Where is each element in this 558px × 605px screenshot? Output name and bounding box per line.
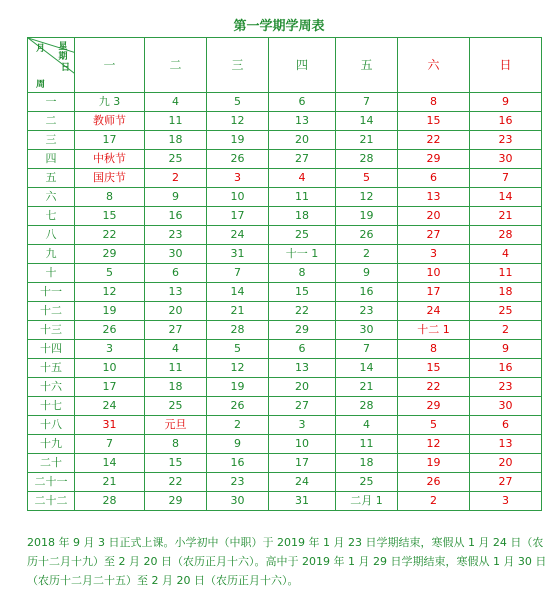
day-cell: 25 [336,473,398,492]
day-cell: 27 [398,226,470,245]
day-cell: 30 [336,321,398,340]
day-cell: 30 [470,397,542,416]
corner-cell [28,38,75,93]
day-cell: 20 [269,131,336,150]
week-number-cell: 十一 [28,283,75,302]
week-number-cell: 十 [28,264,75,283]
day-cell: 15 [145,454,207,473]
day-cell: 9 [207,435,269,454]
table-row [28,226,542,245]
day-cell: 12 [207,359,269,378]
day-cell: 27 [269,397,336,416]
day-cell: 3 [207,169,269,188]
day-cell: 20 [398,207,470,226]
semester-week-table [27,37,542,511]
table-row [28,264,542,283]
day-cell: 21 [336,378,398,397]
weekday-header: 六 [398,38,470,93]
day-cell: 7 [336,93,398,112]
day-cell: 5 [207,93,269,112]
table-row [28,378,542,397]
day-cell: 28 [207,321,269,340]
day-cell: 24 [75,397,145,416]
table-row [28,283,542,302]
day-cell: 14 [336,359,398,378]
day-cell: 18 [470,283,542,302]
day-cell: 7 [75,435,145,454]
table-row [28,321,542,340]
day-cell: 25 [269,226,336,245]
day-cell: 16 [145,207,207,226]
week-number-cell: 八 [28,226,75,245]
day-cell: 6 [398,169,470,188]
day-cell: 13 [145,283,207,302]
day-cell: 14 [207,283,269,302]
day-cell: 21 [207,302,269,321]
week-number-cell: 三 [28,131,75,150]
week-number-cell: 十六 [28,378,75,397]
day-cell: 30 [207,492,269,511]
day-cell: 十一 1 [269,245,336,264]
table-row [28,454,542,473]
day-cell: 5 [336,169,398,188]
day-cell: 11 [470,264,542,283]
day-cell: 29 [269,321,336,340]
table-row [28,435,542,454]
day-cell: 19 [75,302,145,321]
day-cell: 元旦 [145,416,207,435]
weekday-header: 二 [145,38,207,93]
day-cell: 27 [269,150,336,169]
day-cell: 24 [398,302,470,321]
day-cell: 22 [269,302,336,321]
weekday-header: 五 [336,38,398,93]
day-cell: 28 [336,150,398,169]
day-cell: 13 [269,112,336,131]
day-cell: 21 [75,473,145,492]
day-cell: 28 [75,492,145,511]
day-cell: 21 [470,207,542,226]
week-number-cell: 七 [28,207,75,226]
day-cell: 10 [207,188,269,207]
day-cell: 25 [470,302,542,321]
day-cell: 8 [398,93,470,112]
day-cell: 2 [398,492,470,511]
day-cell: 16 [470,359,542,378]
day-cell: 教师节 [75,112,145,131]
day-cell: 22 [398,378,470,397]
day-cell: 23 [207,473,269,492]
corner-label-month: 月 [36,44,46,54]
day-cell: 27 [470,473,542,492]
day-cell: 26 [398,473,470,492]
week-number-cell: 十七 [28,397,75,416]
day-cell: 31 [269,492,336,511]
day-cell: 29 [398,397,470,416]
day-cell: 25 [145,397,207,416]
day-cell: 中秋节 [75,150,145,169]
day-cell: 15 [269,283,336,302]
day-cell: 23 [336,302,398,321]
day-cell: 4 [269,169,336,188]
day-cell: 10 [269,435,336,454]
table-row [28,245,542,264]
day-cell: 17 [75,378,145,397]
day-cell: 20 [145,302,207,321]
day-cell: 11 [145,112,207,131]
day-cell: 14 [336,112,398,131]
day-cell: 26 [207,397,269,416]
day-cell: 9 [470,340,542,359]
day-cell: 6 [269,93,336,112]
page-title: 第一学期学周表 [233,19,325,34]
day-cell: 10 [398,264,470,283]
corner-label-weekday: 星期 [58,42,68,62]
day-cell: 4 [470,245,542,264]
day-cell: 16 [470,112,542,131]
day-cell: 9 [336,264,398,283]
day-cell: 5 [398,416,470,435]
day-cell: 3 [398,245,470,264]
day-cell: 7 [470,169,542,188]
day-cell: 8 [145,435,207,454]
day-cell: 26 [336,226,398,245]
weekday-header: 四 [269,38,336,93]
day-cell: 26 [207,150,269,169]
day-cell: 17 [207,207,269,226]
day-cell: 28 [470,226,542,245]
day-cell: 19 [207,378,269,397]
semester-note: 2018 年 9 月 3 日正式上课。小学初中（中职）于 2019 年 1 月 23 日学期结束，寒假从 1 月 24 日（农历十二月十九）至 2 月 20 日（农历正月十六）。高中于 2019 年 1 月 29 日学期结束，寒假从 1 月 30 日（农历十二月二十五）至 2 月 20 日（农历正月十六）。 [27,536,547,587]
day-cell: 15 [398,359,470,378]
day-cell: 12 [75,283,145,302]
day-cell: 8 [398,340,470,359]
day-cell: 12 [336,188,398,207]
table-row [28,416,542,435]
day-cell: 九 3 [75,93,145,112]
table-body [28,93,542,511]
day-cell: 19 [398,454,470,473]
day-cell: 17 [398,283,470,302]
day-cell: 18 [269,207,336,226]
week-number-cell: 五 [28,169,75,188]
table-row [28,473,542,492]
day-cell: 13 [269,359,336,378]
day-cell: 22 [145,473,207,492]
day-cell: 5 [75,264,145,283]
week-number-cell: 九 [28,245,75,264]
week-number-cell: 二十 [28,454,75,473]
day-cell: 24 [207,226,269,245]
day-cell: 7 [207,264,269,283]
day-cell: 18 [336,454,398,473]
day-cell: 31 [75,416,145,435]
table-row [28,302,542,321]
day-cell: 9 [145,188,207,207]
day-cell: 十二 1 [398,321,470,340]
week-number-cell: 二十二 [28,492,75,511]
table-row [28,207,542,226]
week-number-cell: 六 [28,188,75,207]
day-cell: 11 [145,359,207,378]
day-cell: 3 [470,492,542,511]
day-cell: 24 [269,473,336,492]
day-cell: 23 [145,226,207,245]
day-cell: 7 [336,340,398,359]
day-cell: 11 [269,188,336,207]
day-cell: 17 [75,131,145,150]
table-row [28,131,542,150]
day-cell: 16 [336,283,398,302]
day-cell: 14 [470,188,542,207]
day-cell: 25 [145,150,207,169]
day-cell: 13 [470,435,542,454]
table-row [28,169,542,188]
corner-label-week: 周 [36,80,46,90]
day-cell: 8 [269,264,336,283]
weekday-header: 日 [470,38,542,93]
day-cell: 12 [398,435,470,454]
corner-label-day: 日 [61,63,71,73]
day-cell: 13 [398,188,470,207]
day-cell: 6 [145,264,207,283]
day-cell: 23 [470,378,542,397]
day-cell: 23 [470,131,542,150]
day-cell: 22 [398,131,470,150]
week-number-cell: 十三 [28,321,75,340]
day-cell: 4 [145,340,207,359]
day-cell: 3 [75,340,145,359]
day-cell: 16 [207,454,269,473]
week-number-cell: 二十一 [28,473,75,492]
weekday-header: 三 [207,38,269,93]
day-cell: 15 [75,207,145,226]
week-number-cell: 二 [28,112,75,131]
day-cell: 2 [336,245,398,264]
table-row [28,492,542,511]
day-cell: 8 [75,188,145,207]
week-number-cell: 十九 [28,435,75,454]
weekday-header: 一 [75,38,145,93]
day-cell: 5 [207,340,269,359]
day-cell: 21 [336,131,398,150]
day-cell: 10 [75,359,145,378]
week-number-cell: 一 [28,93,75,112]
day-cell: 4 [336,416,398,435]
day-cell: 20 [269,378,336,397]
day-cell: 18 [145,131,207,150]
day-cell: 11 [336,435,398,454]
day-cell: 2 [207,416,269,435]
table-row [28,188,542,207]
day-cell: 30 [470,150,542,169]
day-cell: 19 [336,207,398,226]
day-cell: 15 [398,112,470,131]
table-row [28,397,542,416]
day-cell: 29 [398,150,470,169]
day-cell: 29 [75,245,145,264]
table-row [28,340,542,359]
day-cell: 2 [470,321,542,340]
day-cell: 14 [75,454,145,473]
day-cell: 6 [470,416,542,435]
day-cell: 国庆节 [75,169,145,188]
table-row [28,93,542,112]
day-cell: 20 [470,454,542,473]
header-row [28,38,542,93]
day-cell: 3 [269,416,336,435]
day-cell: 19 [207,131,269,150]
day-cell: 31 [207,245,269,264]
day-cell: 28 [336,397,398,416]
day-cell: 18 [145,378,207,397]
week-number-cell: 十五 [28,359,75,378]
day-cell: 6 [269,340,336,359]
table-row [28,112,542,131]
day-cell: 2 [145,169,207,188]
day-cell: 29 [145,492,207,511]
week-number-cell: 四 [28,150,75,169]
day-cell: 二月 1 [336,492,398,511]
week-number-cell: 十八 [28,416,75,435]
table-row [28,150,542,169]
day-cell: 12 [207,112,269,131]
day-cell: 30 [145,245,207,264]
day-cell: 17 [269,454,336,473]
day-cell: 4 [145,93,207,112]
table-row [28,359,542,378]
week-number-cell: 十四 [28,340,75,359]
day-cell: 22 [75,226,145,245]
day-cell: 26 [75,321,145,340]
day-cell: 9 [470,93,542,112]
day-cell: 27 [145,321,207,340]
week-number-cell: 十二 [28,302,75,321]
